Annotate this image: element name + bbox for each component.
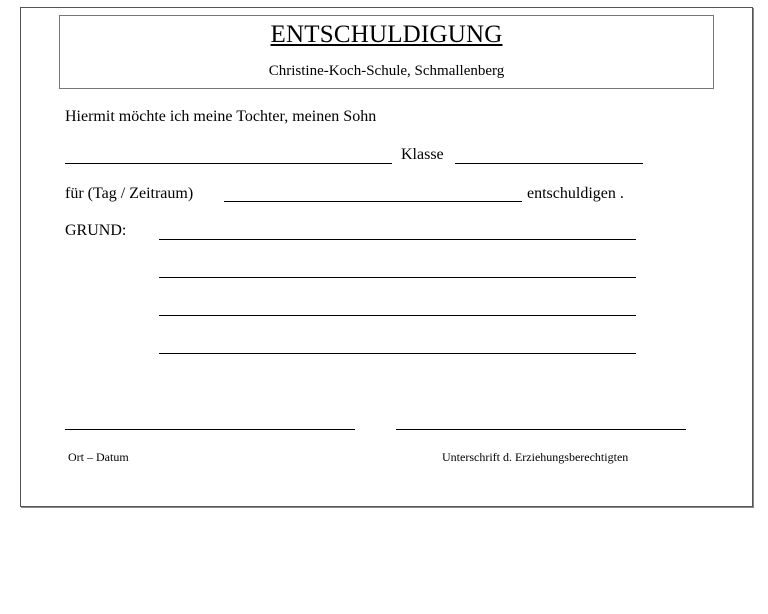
place-date-field[interactable] — [65, 429, 355, 430]
form-header — [59, 15, 714, 89]
excuse-suffix: entschuldigen . — [527, 185, 624, 202]
class-label: Klasse — [401, 146, 444, 163]
reason-line-2[interactable] — [159, 277, 636, 278]
period-label: für (Tag / Zeitraum) — [65, 185, 194, 202]
reason-line-4[interactable] — [159, 353, 636, 354]
period-field[interactable] — [224, 201, 522, 202]
form-title: ENTSCHULDIGUNG — [270, 21, 503, 48]
intro-text: Hiermit möchte ich meine Tochter, meinen Sohn — [65, 108, 377, 125]
class-field[interactable] — [455, 163, 643, 164]
signature-field[interactable] — [396, 429, 686, 430]
excuse-form — [20, 7, 753, 507]
reason-line-3[interactable] — [159, 315, 636, 316]
reason-label: GRUND: — [65, 222, 127, 239]
place-date-label: Ort – Datum — [68, 450, 129, 464]
reason-line-1[interactable] — [159, 239, 636, 240]
school-name: Christine-Koch-Schule, Schmallenberg — [268, 63, 505, 79]
signature-label: Unterschrift d. Erziehungsberechtigten — [442, 450, 629, 464]
student-name-field[interactable] — [65, 163, 392, 164]
